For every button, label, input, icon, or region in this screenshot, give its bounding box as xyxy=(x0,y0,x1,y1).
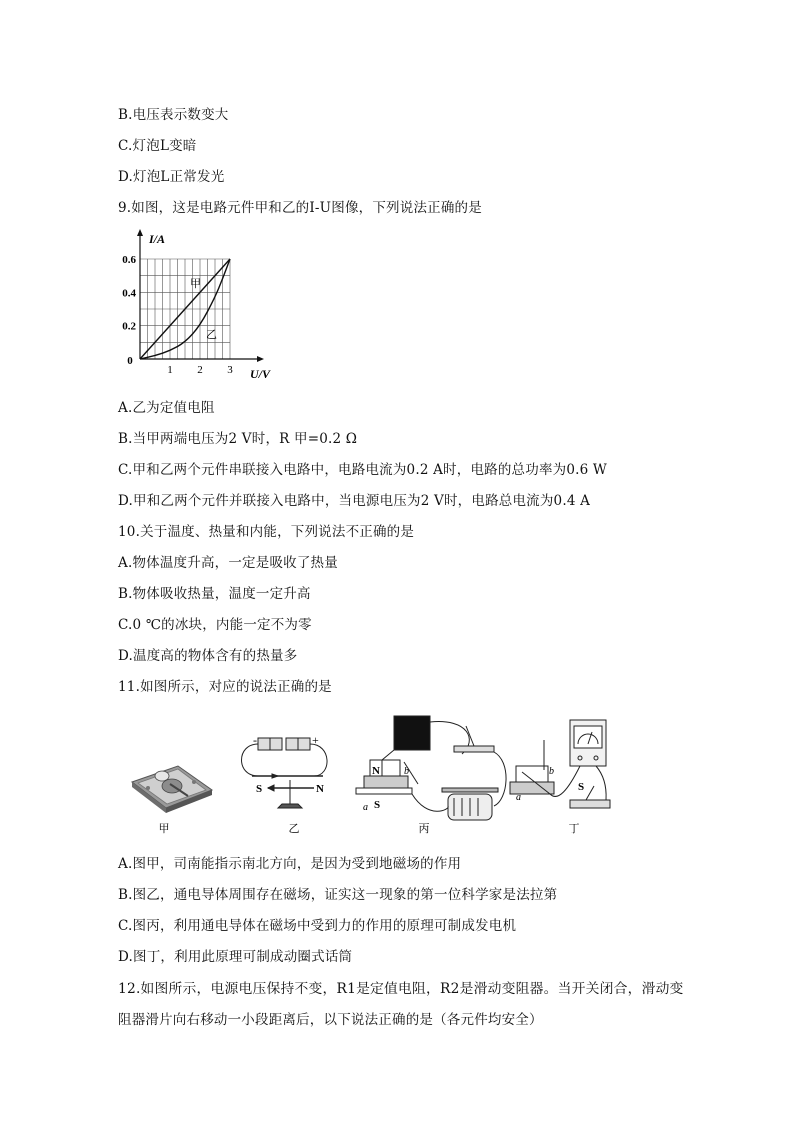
x-axis-label: U/V xyxy=(250,367,271,381)
battery-minus-label: - xyxy=(253,733,257,747)
q11-option-b: B.图乙，通电导体周围存在磁场，证实这一现象的第一位科学家是法拉第 xyxy=(118,887,558,903)
q9-option-b: B.当甲两端电压为2 V时，R 甲=0.2 Ω xyxy=(118,431,358,447)
needle-n-label: N xyxy=(316,783,324,795)
iu-chart xyxy=(118,226,278,382)
y-tick-label: 0.4 xyxy=(122,287,136,300)
q8-option-c: C.灯泡L变暗 xyxy=(118,138,197,154)
q12-stem-line-1: 12.如图所示，电源电压保持不变，R1是定值电阻，R2是滑动变阻器。当开关闭合，滑动变 xyxy=(118,981,684,997)
rod-a-label: a xyxy=(363,802,368,813)
q8-option-d: D.灯泡L正常发光 xyxy=(118,169,225,185)
oersted-illustration xyxy=(242,738,328,808)
magnet-n-label: N xyxy=(372,765,380,777)
y-axis-arrow xyxy=(137,229,143,236)
figure-label-ding: 丁 xyxy=(568,823,580,835)
x-tick-label: 1 xyxy=(167,364,173,376)
ding-s-label: S xyxy=(578,781,585,793)
figure-label-jia: 甲 xyxy=(158,823,170,835)
needle-s-label: S xyxy=(256,783,263,795)
q10-option-d: D.温度高的物体含有的热量多 xyxy=(118,648,298,664)
y-axis-label: I/A xyxy=(149,232,166,246)
figure-label-yi: 乙 xyxy=(288,823,300,835)
q11-stem: 11.如图所示，对应的说法正确的是 xyxy=(118,679,332,695)
ding-b-label: b xyxy=(549,766,554,777)
battery-plus-label: + xyxy=(312,733,319,747)
q9-stem: 9.如图，这是电路元件甲和乙的I-U图像，下列说法正确的是 xyxy=(118,200,482,216)
q10-option-a: A.物体温度升高，一定是吸收了热量 xyxy=(118,555,338,571)
q10-option-b: B.物体吸收热量，温度一定升高 xyxy=(118,586,311,602)
origin-label: 0 xyxy=(127,355,133,367)
figure-label-bing: 丙 xyxy=(418,823,430,835)
sinan-illustration xyxy=(132,766,212,813)
q9-option-c: C.甲和乙两个元件串联接入电路中，电路电流为0.2 A时，电路的总功率为0.6 W xyxy=(118,462,607,478)
q9-option-a: A.乙为定值电阻 xyxy=(118,400,215,416)
q9-option-d: D.甲和乙两个元件并联接入电路中，当电源电压为2 V时，电路总电流为0.4 A xyxy=(118,493,591,509)
y-tick-label: 0.2 xyxy=(122,320,136,333)
q8-option-b: B.电压表示数变大 xyxy=(118,107,229,123)
q11-option-a: A.图甲，司南能指示南北方向，是因为受到地磁场的作用 xyxy=(118,856,462,872)
q11-option-d: D.图丁，利用此原理可制成动圈式话筒 xyxy=(118,949,353,965)
x-axis-arrow xyxy=(257,356,264,362)
series-label-jia: 甲 xyxy=(190,278,201,290)
q11-figures xyxy=(118,710,638,840)
series-label-yi: 乙 xyxy=(206,329,217,341)
magnet-s-label: S xyxy=(374,799,381,811)
ding-illustration xyxy=(510,720,610,808)
q10-option-c: C.0 ℃的冰块，内能一定不为零 xyxy=(118,617,312,633)
y-tick-label: 0.6 xyxy=(122,254,136,266)
q11-option-c: C.图丙，利用通电导体在磁场中受到力的作用的原理可制成发电机 xyxy=(118,918,517,934)
x-tick-label: 3 xyxy=(227,364,233,376)
q10-stem: 10.关于温度、热量和内能，下列说法不正确的是 xyxy=(118,524,415,540)
rod-b-label: b xyxy=(404,766,409,777)
q12-stem-line-2: 阻器滑片向右移动一小段距离后，以下说法正确的是（各元件均安全） xyxy=(118,1012,543,1028)
ding-a-label: a xyxy=(516,792,521,803)
x-tick-label: 2 xyxy=(197,364,203,376)
